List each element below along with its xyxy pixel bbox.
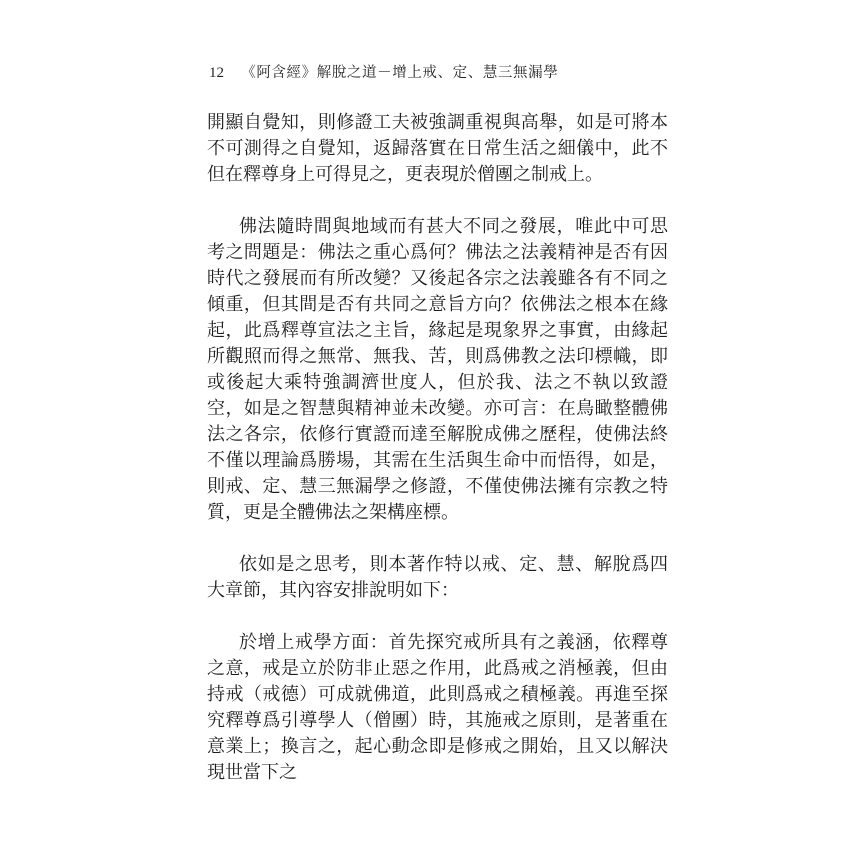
paragraph: 於增上戒學方面：首先探究戒所具有之義涵，依釋尊之意，戒是立於防非止惡之作用，此爲戒之消極義，但由持戒（戒德）可成就佛道，此則爲戒之積極義。再進至探究釋尊爲引導學人（僧團）時，其施戒之原則，是著重在意業上；換言之，起心動念即是修戒之開始，且又以解決現世當下之 [207,632,668,782]
page-number: 12 [209,65,224,81]
body-text [207,109,668,785]
page-header [209,61,558,82]
running-title: 《阿含經》解脫之道－增上戒、定、慧三無漏學 [241,65,559,81]
paragraph: 依如是之思考，則本著作特以戒、定、慧、解脫爲四大章節，其內容安排說明如下： [207,554,668,600]
paragraph-continuation: 開顯自覺知，則修證工夫被強調重視與高舉，如是可將本不可測得之自覺知，返歸落實在日常生活之細儀中，此不但在釋尊身上可得見之，更表現於僧團之制戒上。 [207,112,668,184]
paragraph: 佛法隨時間與地域而有甚大不同之發展，唯此中可思考之問題是：佛法之重心爲何？佛法之法義精神是否有因時代之發展而有所改變？又後起各宗之法義雖各有不同之傾重，但其間是否有共同之意旨方向？依佛法之根本在緣起，此爲釋尊宣法之主旨，緣起是現象界之事實，由緣起所觀照而得之無常、無我、苦，則爲佛教之法印標幟，即或後起大乘特強調濟世度人，但於我、法之不執以致證空，如是之智慧與精神並未改變。亦可言：在鳥瞰整體佛法之各宗，依修行實證而達至解脫成佛之歷程，使佛法終不僅以理論爲勝場，其需在生活與生命中而悟得，如是，則戒、定、慧三無漏學之修證，不僅使佛法擁有宗教之特質，更是全體佛法之架構座標。 [207,216,668,522]
